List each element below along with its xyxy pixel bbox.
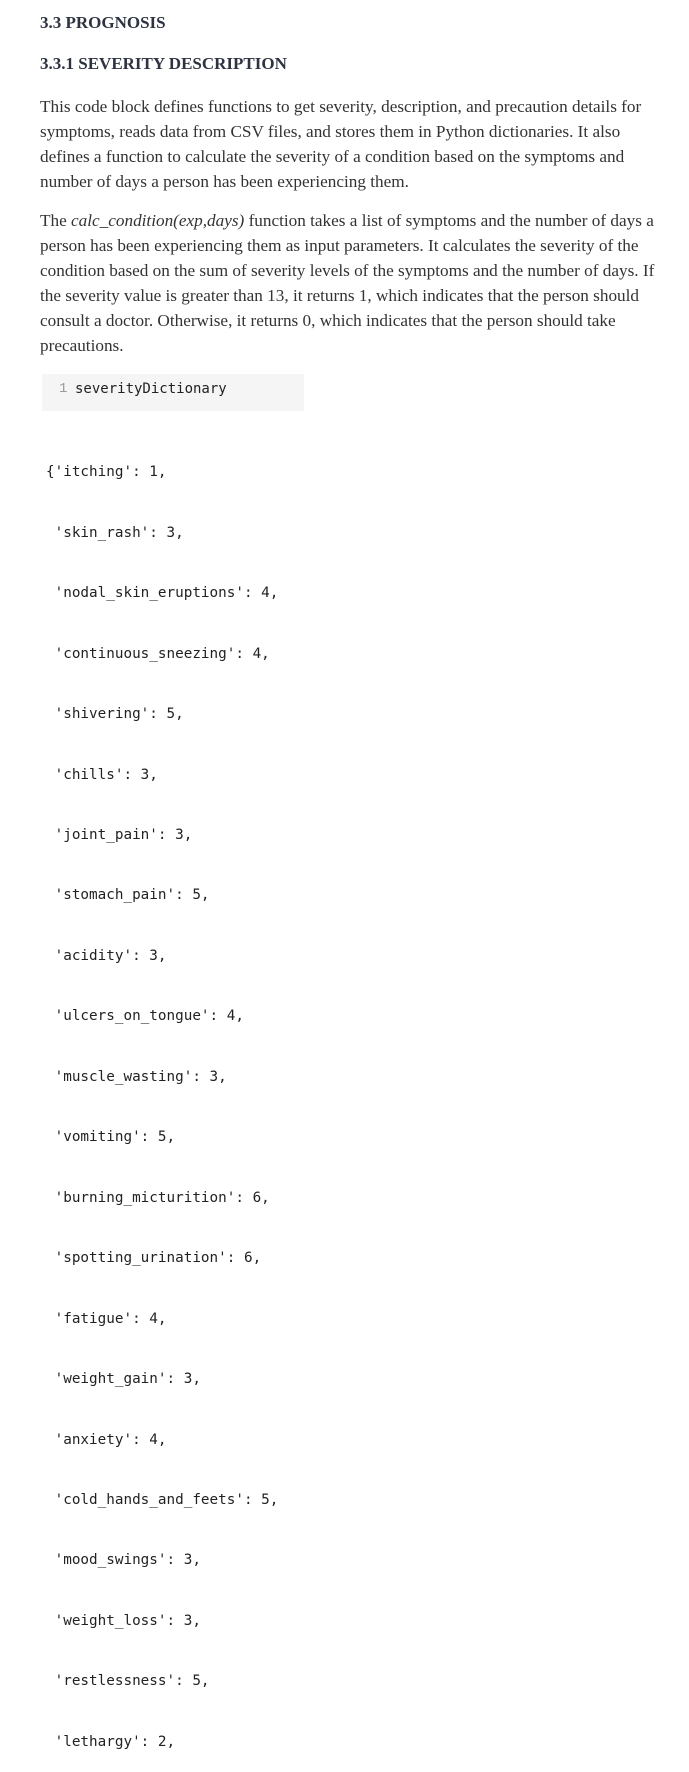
output-line: 'spotting_urination': 6,	[46, 1250, 262, 1267]
output-line: 'restlessness': 5,	[46, 1673, 210, 1690]
output-line: 'skin_rash': 3,	[46, 524, 184, 541]
output-line: 'shivering': 5,	[46, 706, 184, 723]
output-line: 'burning_micturition': 6,	[46, 1189, 270, 1206]
output-line: 'joint_pain': 3,	[46, 827, 193, 844]
output-line: 'anxiety': 4,	[46, 1431, 167, 1448]
output-line: 'cold_hands_and_feets': 5,	[46, 1492, 279, 1509]
cell-output	[46, 422, 278, 1772]
output-line: 'nodal_skin_eruptions': 4,	[46, 585, 279, 602]
output-line: 'lethargy': 2,	[46, 1733, 176, 1750]
output-line: {'itching': 1,	[46, 464, 167, 481]
function-description-paragraph	[40, 208, 670, 358]
line-number: 1	[59, 381, 68, 397]
function-name: calc_condition(exp,days)	[71, 211, 245, 230]
output-line: 'continuous_sneezing': 4,	[46, 645, 270, 662]
output-line: 'weight_gain': 3,	[46, 1371, 201, 1388]
output-line: 'chills': 3,	[46, 766, 158, 783]
code-input[interactable]: severityDictionary	[75, 381, 227, 397]
output-line: 'weight_loss': 3,	[46, 1612, 201, 1629]
section-heading: 3.3 PROGNOSIS	[40, 13, 166, 32]
output-line: 'fatigue': 4,	[46, 1310, 167, 1327]
intro-paragraph: This code block defines functions to get severity, description, and precaution details for symptoms, reads data from CSV files, and stores them in Python dictionaries. It also defines a function to calculate the severity of a condition based on the symptoms and number of days a person has been experiencing them.	[40, 97, 642, 191]
output-line: 'ulcers_on_tongue': 4,	[46, 1008, 244, 1025]
output-line: 'acidity': 3,	[46, 947, 167, 964]
output-line: 'stomach_pain': 5,	[46, 887, 210, 904]
output-line: 'mood_swings': 3,	[46, 1552, 201, 1569]
subsection-heading: 3.3.1 SEVERITY DESCRIPTION	[40, 54, 287, 73]
code-cell[interactable]	[42, 374, 304, 411]
paragraph-text: The	[40, 211, 72, 230]
output-line: 'vomiting': 5,	[46, 1129, 176, 1146]
output-line: 'muscle_wasting': 3,	[46, 1068, 227, 1085]
paragraph-text: function takes a list of symptoms and the number of days a person has been experiencing them as input parameters. It calculates the severity of the condition based on the sum of severity levels of the symptoms and the number of days. If the severity value is greater than 13, it returns 1, which indicates that the person should consult a doctor. Otherwise, it returns 0, which indicates that the person should take precautions.	[40, 211, 655, 355]
